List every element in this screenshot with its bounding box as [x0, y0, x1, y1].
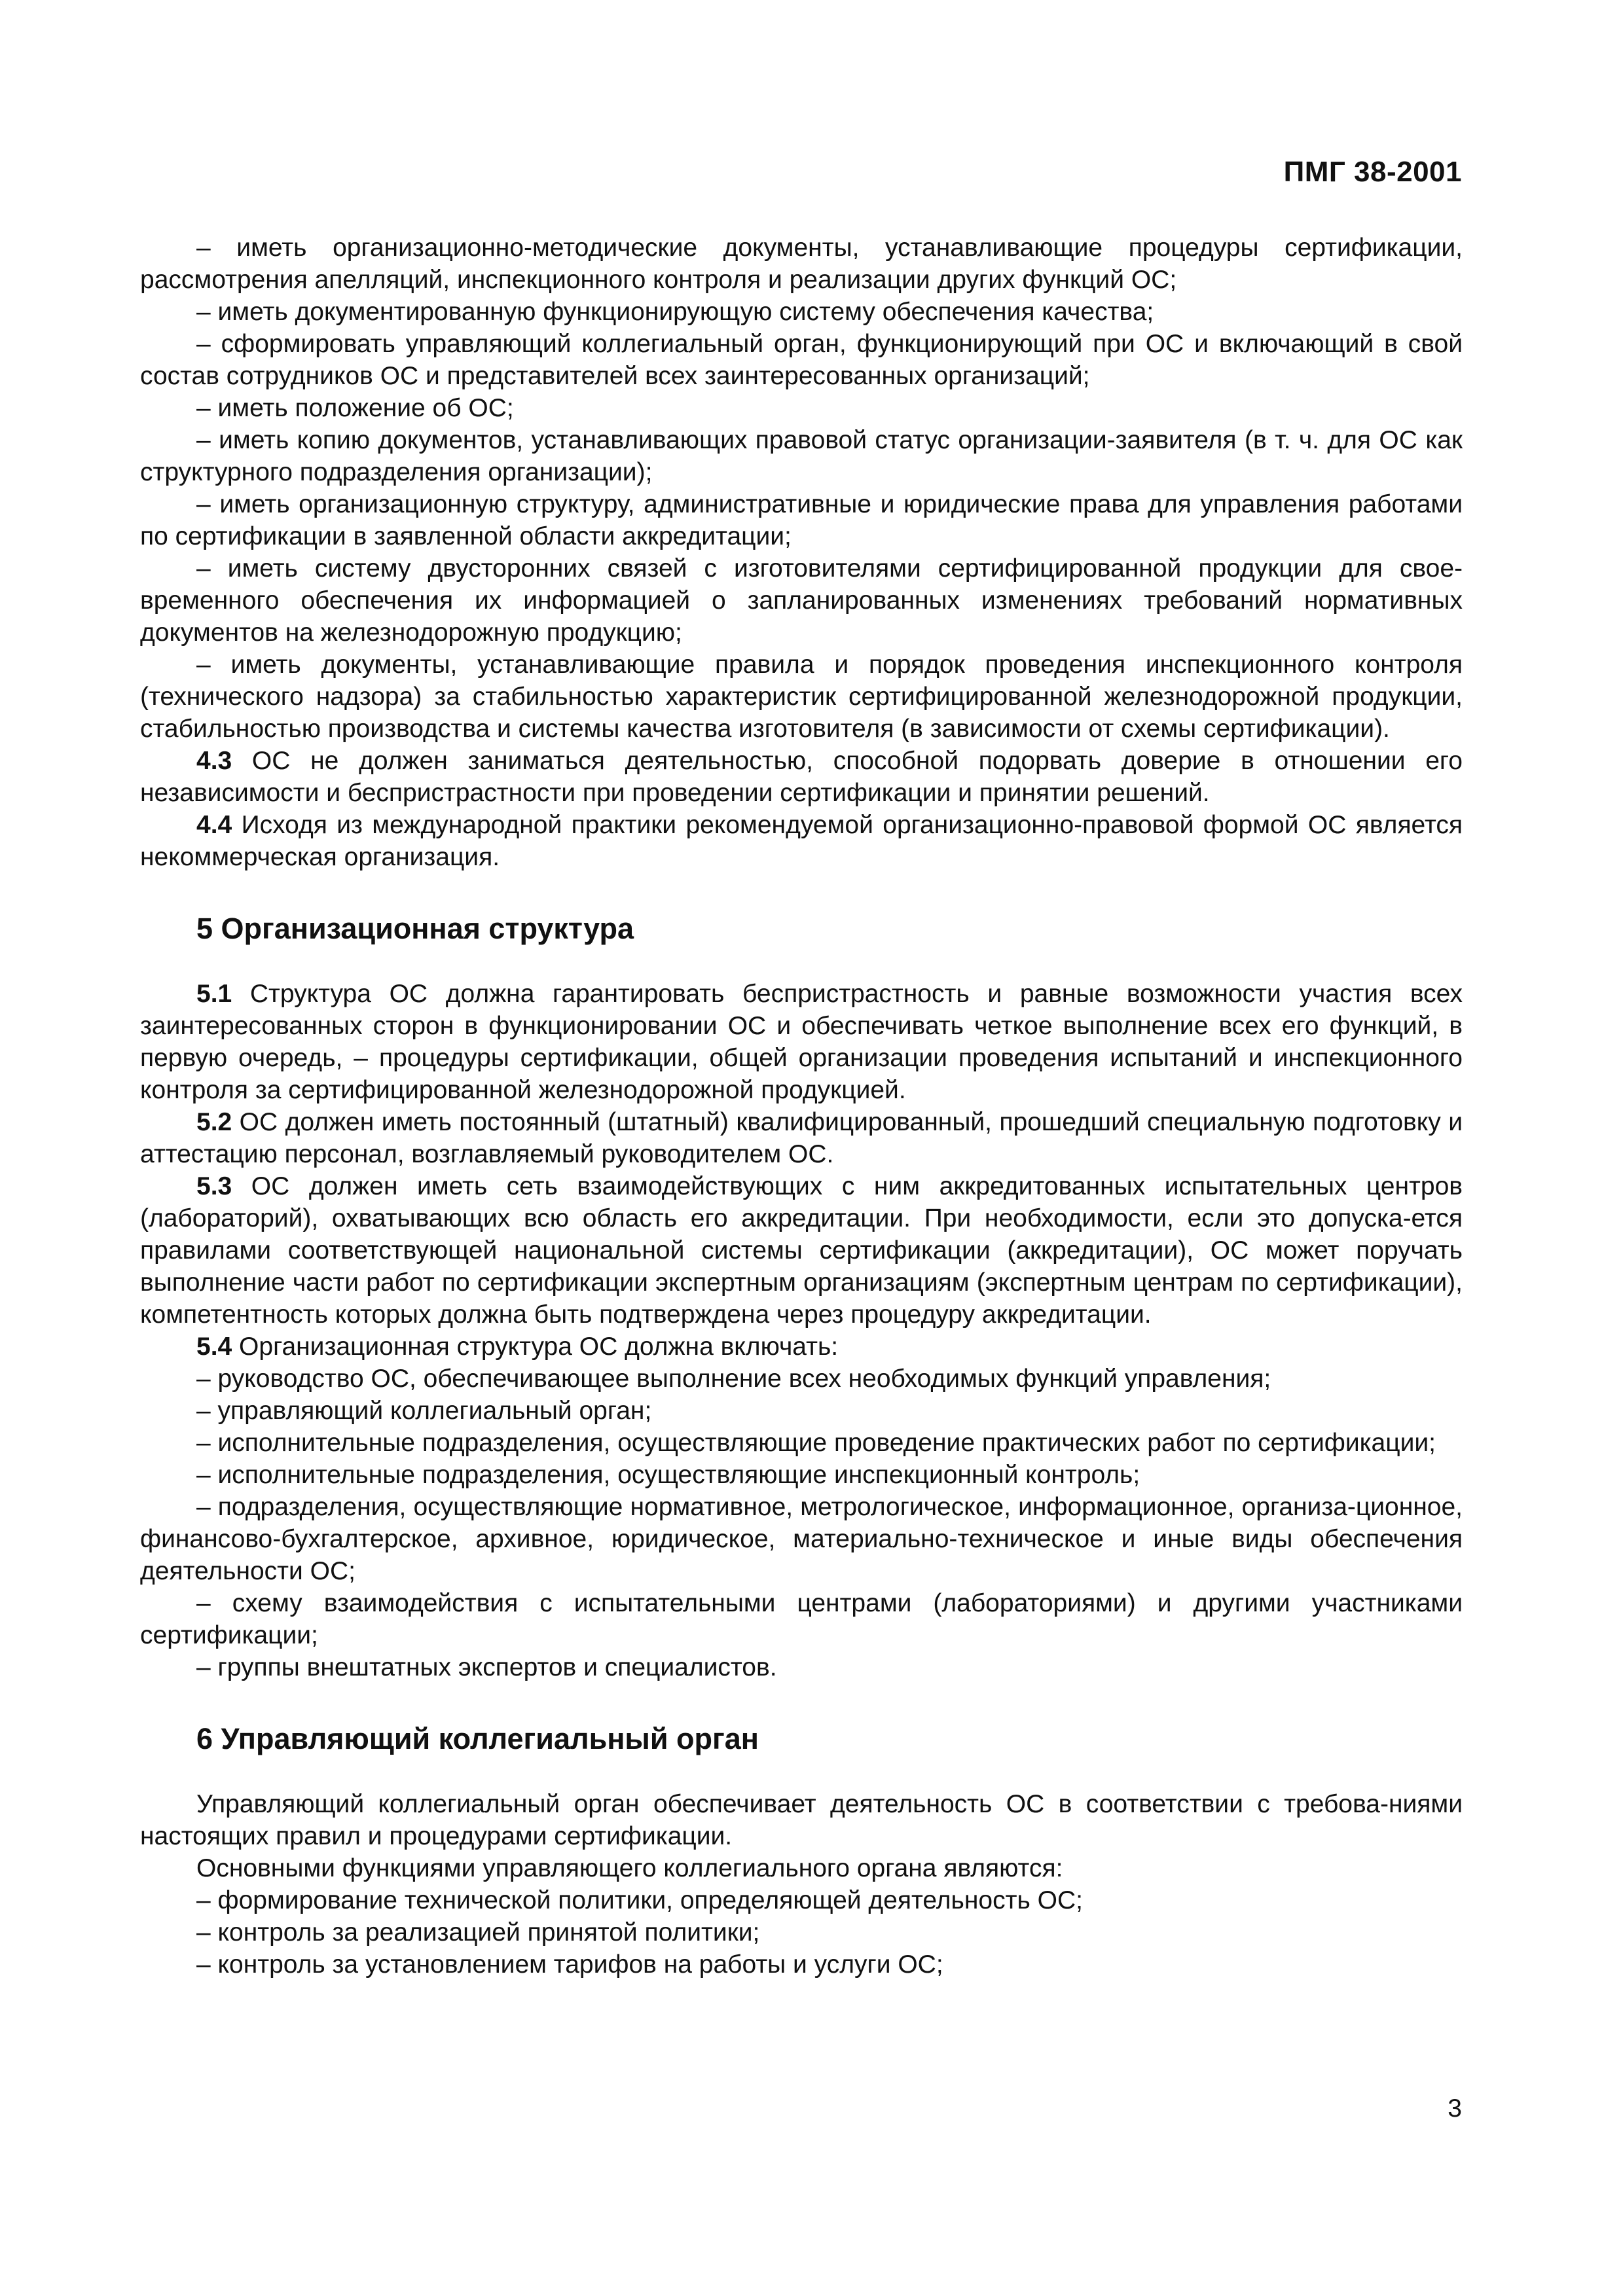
- section-5-heading: 5 Организационная структура: [196, 912, 634, 945]
- document-code: ПМГ 38-2001: [1283, 156, 1462, 188]
- clause-number: 5.3: [196, 1172, 232, 1200]
- clause-5-2: [140, 1106, 1463, 1170]
- list-item: – иметь копию документов, устанавливающих правовой статус организации-заявителя (в т. ч. для ОС как структурного подразделения организации);: [140, 426, 1463, 486]
- list-item: – иметь документы, устанавливающие правила и порядок проведения инспекционного контроля (технического надзора) за стабильностью характеристик сертифицированной железнодорожной продукции, стабильностью производства и системы качества изготовителя (в зависимости от схемы сертификации).: [140, 651, 1463, 743]
- clause-text: ОС должен иметь сеть взаимодействующих с ним аккредитованных испытательных центров (лабораторий), охватывающих всю область его аккредитации. При необходимости, если это допуска-ется правилами соответствующей национальной системы сертификации (аккредитации), ОС может поручать выполнение части работ по сертификации экспертным организациям (экспертным центрам по сертификации), компетентность которых должна быть подтверждена через процедуру аккредитации.: [140, 1172, 1463, 1329]
- list-item: – иметь положение об ОС;: [196, 394, 514, 422]
- list-item: – управляющий коллегиальный орган;: [196, 1397, 652, 1425]
- clause-number: 4.4: [196, 811, 232, 839]
- list-item: – иметь систему двусторонних связей с изготовителями сертифицированной продукции для свое-временного обеспечения их информацией о запланированных изменениях требований нормативных документов на железнодорожную продукцию;: [140, 554, 1463, 647]
- clause-text: ОС не должен заниматься деятельностью, способной подорвать доверие в отношении его независимости и беспристрастности при проведении сертификации и принятии решений.: [140, 747, 1463, 807]
- clause-text: Структура ОС должна гарантировать беспристрастность и равные возможности участия всех заинтересованных сторон в функционировании ОС и обеспечивать четкое выполнение всех его функций, в первую очередь, – процедуры сертификации, общей организации проведения испытаний и инспекционного контроля за сертифицированной железнодорожной продукцией.: [140, 980, 1463, 1104]
- list-item: – формирование технической политики, определяющей деятельность ОС;: [196, 1886, 1083, 1914]
- section-6-intro: Управляющий коллегиальный орган обеспечивает деятельность ОС в соответствии с требова-ниями настоящих правил и процедурами сертификации.: [140, 1790, 1463, 1850]
- clause-number: 4.3: [196, 747, 232, 775]
- clause-number: 5.2: [196, 1108, 232, 1136]
- clause-5-1: [140, 978, 1463, 1106]
- list-item: – контроль за реализацией принятой политики;: [196, 1918, 760, 1946]
- list-item: – схему взаимодействия с испытательными центрами (лабораториями) и другими участниками сертификации;: [140, 1589, 1463, 1649]
- clause-number: 5.4: [196, 1333, 232, 1361]
- list-item: – сформировать управляющий коллегиальный орган, функционирующий при ОС и включающий в свой состав сотрудников ОС и представителей всех заинтересованных организаций;: [140, 330, 1463, 390]
- list-item: – группы внештатных экспертов и специалистов.: [196, 1653, 777, 1681]
- clause-text: Организационная структура ОС должна включать:: [232, 1333, 839, 1361]
- list-item: – иметь организационно-методические документы, устанавливающие процедуры сертификации, рассмотрения апелляций, инспекционного контроля и реализации других функций ОС;: [140, 234, 1463, 294]
- clause-text: Исходя из международной практики рекомендуемой организационно-правовой формой ОС является некоммерческая организация.: [140, 811, 1463, 871]
- clause-4-4: [140, 809, 1463, 873]
- clause-5-3: [140, 1170, 1463, 1331]
- list-item: – иметь организационную структуру, административные и юридические права для управления работами по сертификации в заявленной области аккредитации;: [140, 490, 1463, 550]
- list-item: – исполнительные подразделения, осуществляющие инспекционный контроль;: [196, 1461, 1140, 1489]
- list-item: – иметь документированную функционирующую систему обеспечения качества;: [196, 298, 1154, 326]
- list-item: – контроль за установлением тарифов на работы и услуги ОС;: [196, 1950, 943, 1979]
- page-content: [140, 232, 1463, 1981]
- list-item: – руководство ОС, обеспечивающее выполнение всех необходимых функций управления;: [196, 1365, 1271, 1393]
- section-6-heading: 6 Управляющий коллегиальный орган: [196, 1722, 759, 1755]
- clause-5-4: [140, 1331, 1463, 1363]
- section-6-functions-intro: Основными функциями управляющего коллегиального органа являются:: [196, 1854, 1063, 1882]
- clause-text: ОС должен иметь постоянный (штатный) квалифицированный, прошедший специальную подготовку и аттестацию персонал, возглавляемый руководителем ОС.: [140, 1108, 1463, 1168]
- list-item: – подразделения, осуществляющие нормативное, метрологическое, информационное, организа-ционное, финансово-бухгалтерское, архивное, юридическое, материально-техническое и иные виды обеспечения деятельности ОС;: [140, 1493, 1463, 1585]
- clause-4-3: [140, 745, 1463, 809]
- clause-number: 5.1: [196, 980, 232, 1008]
- list-item: – исполнительные подразделения, осуществляющие проведение практических работ по сертификации;: [196, 1429, 1436, 1457]
- page-number: 3: [1448, 2094, 1462, 2123]
